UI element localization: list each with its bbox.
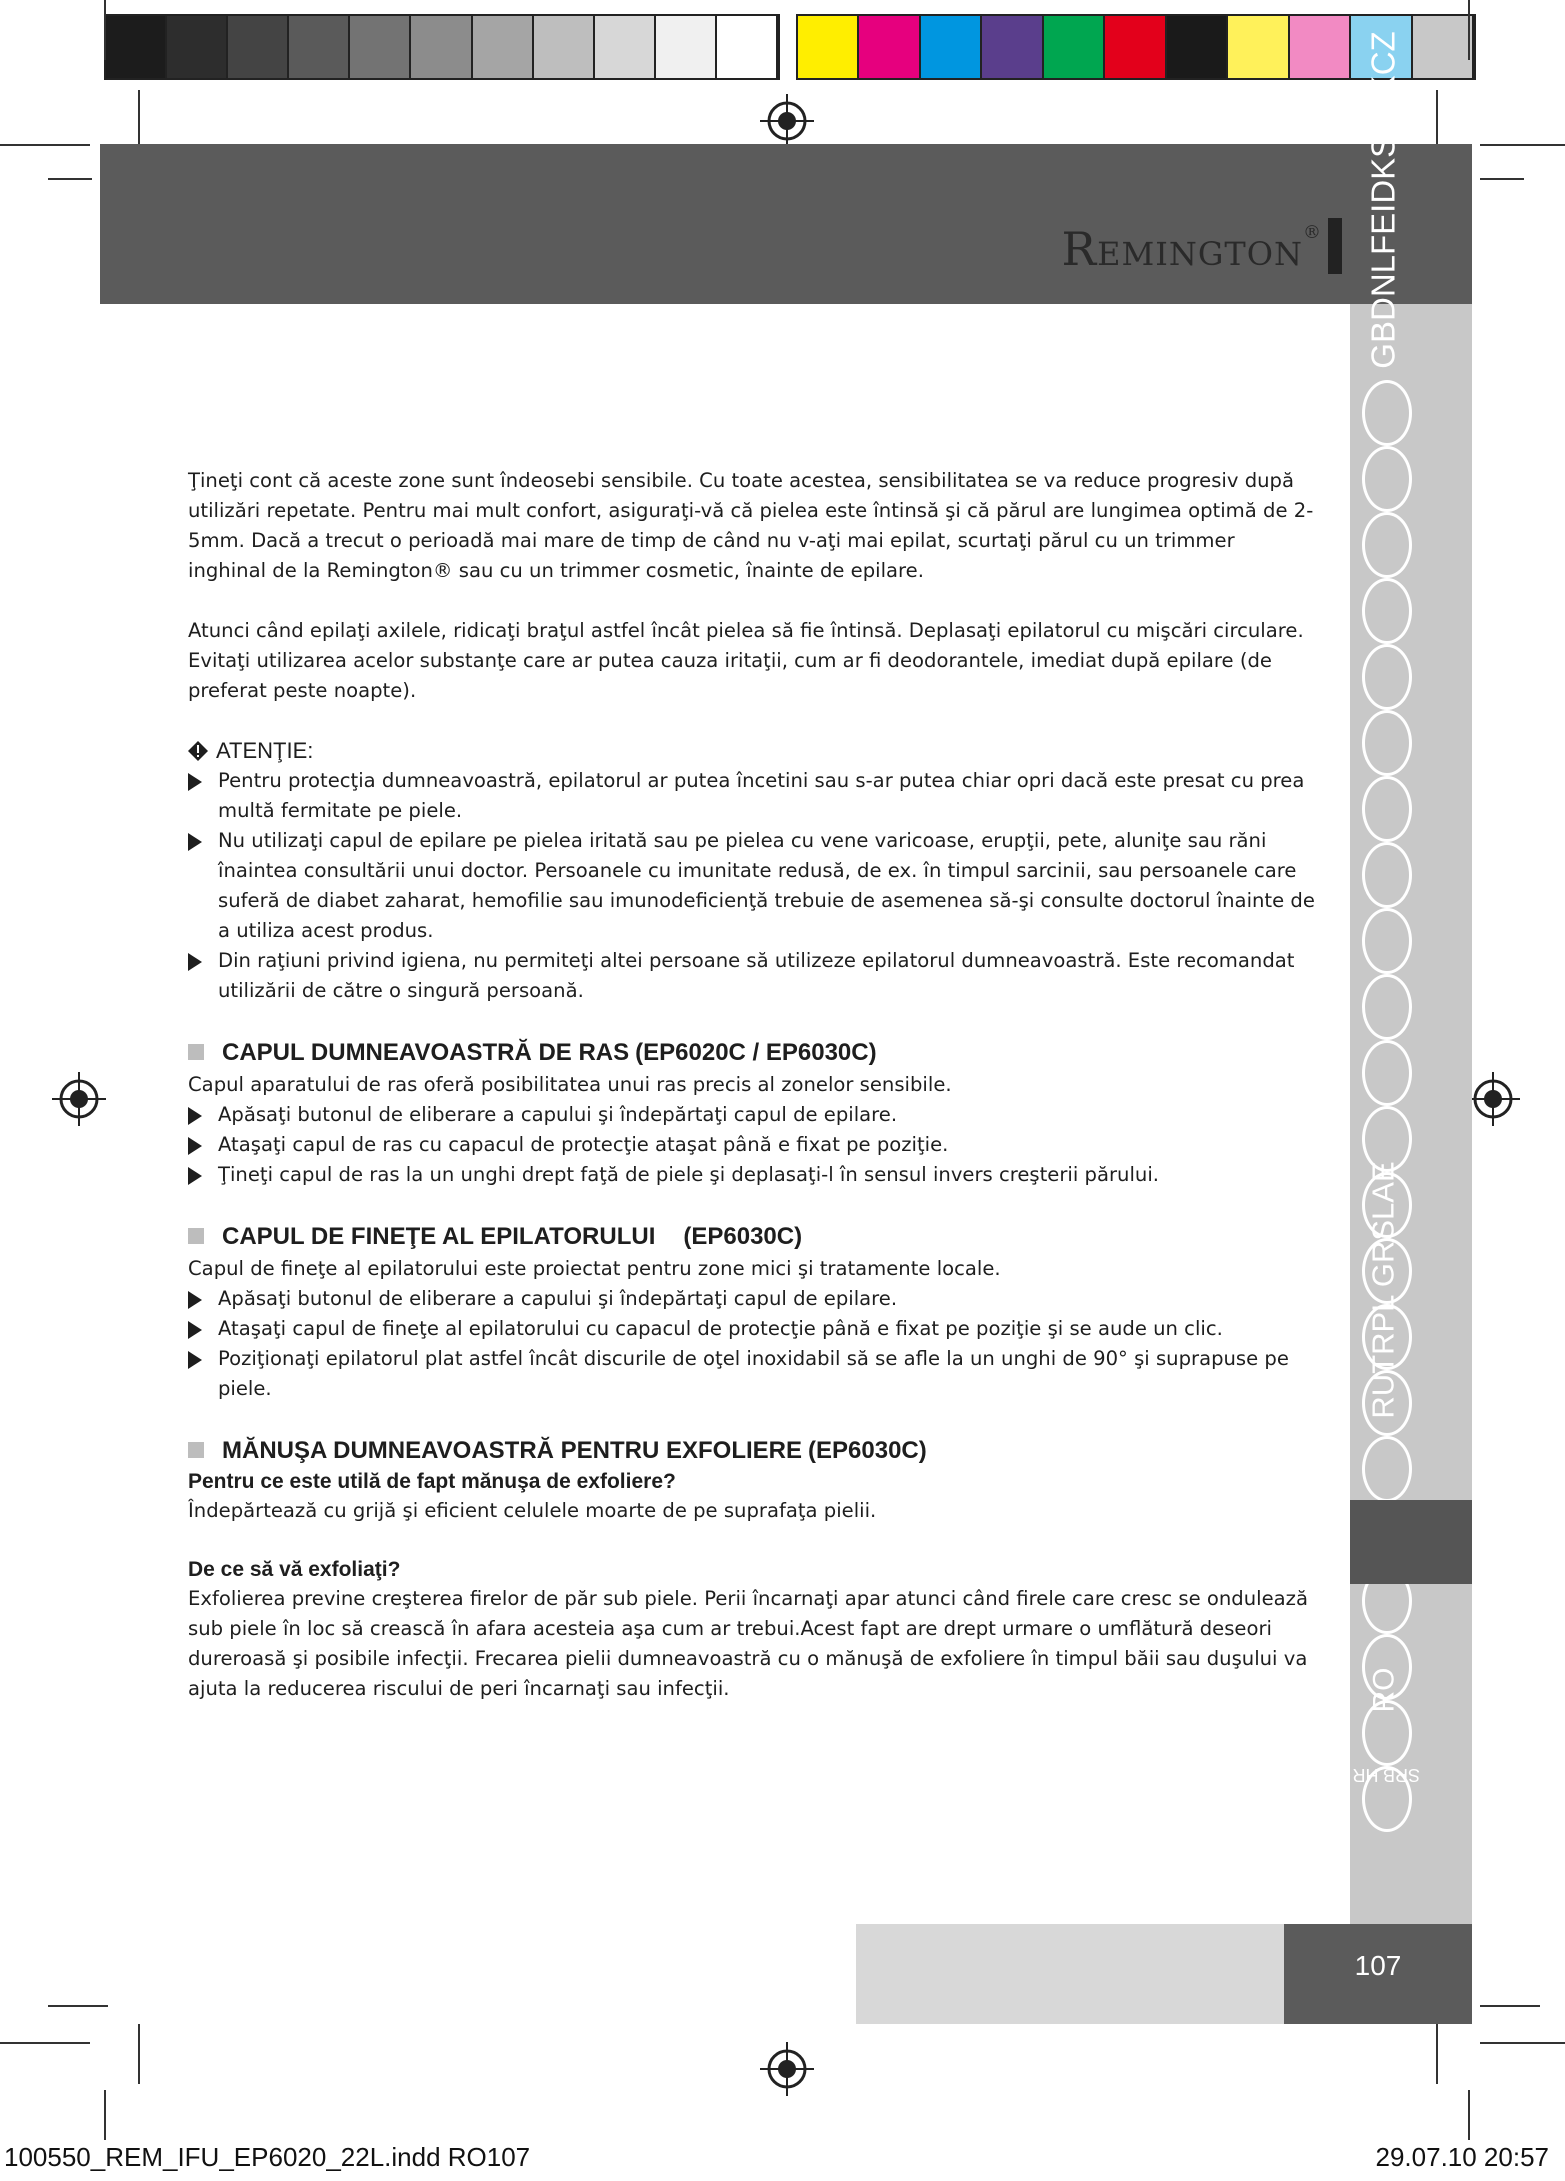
registration-target-icon [760,2042,814,2096]
list-item: Ataşaţi capul de fineţe al epilatorului cu capacul de protecţie până e fixat pe poziţie şi se aude un clic. [188,1314,1318,1344]
brand-logo: Remington® [1061,222,1322,276]
language-tab-oval [1362,380,1412,446]
language-tab-oval [1362,974,1412,1040]
intro-paragraph: Ţineţi cont că aceste zone sunt îndeosebi sensibile. Cu toate acestea, sensibilitatea se va reduce progresiv după utilizări repetate. Pentru mai mult confort, asiguraţi-vă că pielea este întinsă şi că părul are lungimea optimă de 2-5mm. Dacă a trecut o perioadă mai mare de timp de când nu v-aţi mai epilat, scurtaţi părul cu un trimmer inghinal de la Remington® sau cu un trimmer cosmetic, înainte de epilare. [188,469,1314,582]
color-swatch [534,16,595,78]
color-swatch [473,16,534,78]
crop-mark [138,2024,140,2084]
crop-mark [138,90,140,150]
list-item: Din raţiuni privind igiena, nu permiteţi altei persoane să utilizeze epilatorul dumneavoastră. Este recomandat utilizării de către o singură persoană. [188,946,1318,1006]
main-content [188,466,1318,1704]
crop-mark [1480,144,1565,146]
list-item: Nu utilizaţi capul de epilare pe pielea iritată sau pe pielea cu vene varicoase, erupţii, pete, aluniţe sau răni înaintea consultării unui doctor. Persoanele cu imunitate redusă, de ex. în timpul sarcinii, sau persoanele care suferă de diabet zaharat, hemofilie sau imunodeficienţă trebuie de asemenea să-şi consulte doctorul înainte de a utiliza acest produs. [188,826,1318,946]
section-square-icon [188,1228,204,1244]
bullet-arrow-icon [188,1107,202,1125]
list-item: Ţineţi capul de ras la un unghi drept faţă de piele şi deplasaţi-l în sensul invers creşterii părului. [188,1160,1318,1190]
brand-logo-bar [1328,218,1342,274]
crop-mark [0,2042,90,2044]
crop-mark [0,144,90,146]
language-tab-oval [1362,776,1412,842]
color-swatch [228,16,289,78]
color-swatch [1290,16,1351,78]
color-swatch [1167,16,1228,78]
language-tab-oval [1362,512,1412,578]
color-swatch [289,16,350,78]
registration-target-icon [1466,1072,1520,1126]
crop-mark [104,2090,106,2140]
language-tab-oval [1362,710,1412,776]
warning-heading: ATENŢIE: [188,736,1318,766]
language-tab-oval [1362,1436,1412,1502]
color-swatch [798,16,859,78]
color-swatch [859,16,920,78]
list-item: Pentru protecţia dumneavoastră, epilatorul ar putea încetini sau s-ar putea chiar opri dacă este presat cu prea multă fermitate pe piele. [188,766,1318,826]
glove-answer-1: Îndepărtează cu grijă şi eficient celulele moarte de pe suprafaţa pielii. [188,1499,877,1522]
language-tab-oval [1362,644,1412,710]
bullet-arrow-icon [188,1167,202,1185]
list-item: Poziţionaţi epilatorul plat astfel încât discurile de oţel inoxidabil să se afle la un unghi de 90° şi suprapuse pe piele. [188,1344,1318,1404]
language-tab-oval [1362,578,1412,644]
warning-icon [188,741,208,761]
language-tab-oval [1362,1040,1412,1106]
crop-mark [1468,2090,1470,2140]
list-item: Apăsaţi butonul de eliberare a capului şi îndepărtaţi capul de epilare. [188,1284,1318,1314]
glove-answer-2: Exfolierea previne creşterea firelor de păr sub piele. Perii încarnaţi apar atunci când firele care cresc se ondulează sub piele în loc să crească în afara acesteia aşa cum ar trebui.Acest fapt are drept urmare o umflătură deseori dureroasă şi posibile infecţii. Frecarea pielii dumneavoastră cu o mănuşă de exfoliere în timpul băii sau duşului va ajuta la reducerea riscului de peri încarnaţi sau infecţii. [188,1587,1308,1700]
color-swatch [1105,16,1166,78]
registration-target-icon [760,94,814,148]
language-tab-ovals [1362,380,1422,1832]
crop-mark [48,2005,108,2007]
language-tab-oval [1362,842,1412,908]
color-swatch [656,16,717,78]
crop-mark [104,0,106,60]
section-heading-precision: CAPUL DE FINEŢE AL EPILATORULUI (EP6030C) [188,1220,1318,1254]
color-swatch [1228,16,1289,78]
warning-list [188,766,1318,1006]
precision-intro: Capul de fineţe al epilatorului este proiectat pentru zone mici şi tratamente locale. [188,1257,1001,1280]
color-swatch [921,16,982,78]
bullet-arrow-icon [188,1291,202,1309]
language-codes-middle: RUTRPL GRSLAE [1366,1161,1401,1419]
color-swatch [595,16,656,78]
list-item: Ataşaţi capul de ras cu capacul de protecţie ataşat până e fixat pe poziţie. [188,1130,1318,1160]
language-tab-oval [1362,446,1412,512]
color-swatch [411,16,472,78]
active-language-tab [1350,1500,1472,1584]
crop-mark [1436,2024,1438,2084]
registration-target-icon [52,1072,106,1126]
bullet-arrow-icon [188,833,202,851]
color-swatch [167,16,228,78]
color-swatch [106,16,167,78]
crop-mark [1436,90,1438,150]
language-code-ro: RO [1367,1667,1400,1713]
shaver-steps [188,1100,1318,1190]
file-slug: 100550_REM_IFU_EP6020_22L.indd RO107 [4,2142,531,2172]
glove-question-1: Pentru ce este utilă de fapt mănuşa de exfoliere? [188,1470,676,1493]
bullet-arrow-icon [188,953,202,971]
precision-steps [188,1284,1318,1404]
bullet-arrow-icon [188,1137,202,1155]
color-swatch [1413,16,1474,78]
language-codes-small: HR SRB [1353,1765,1421,1785]
shaver-intro: Capul aparatului de ras oferă posibilitatea unui ras precis al zonelor sensibile. [188,1073,952,1096]
list-item: Apăsaţi butonul de eliberare a capului şi îndepărtaţi capul de epilare. [188,1100,1318,1130]
color-swatch [350,16,411,78]
crop-mark [1468,0,1470,60]
bullet-arrow-icon [188,773,202,791]
crop-mark [1480,2042,1565,2044]
bullet-arrow-icon [188,1321,202,1339]
bullet-arrow-icon [188,1351,202,1369]
glove-question-2: De ce să vă exfoliaţi? [188,1558,401,1581]
header-band [100,144,1472,304]
underarm-paragraph: Atunci când epilaţi axilele, ridicaţi braţul astfel încât pielea să fie întinsă. Deplasaţi epilatorul cu mişcări circulare. Evitaţi utilizarea acelor substanţe care ar putea cauza iritaţii, cum ar fi deodorantele, imediat după epilare (de preferat peste noapte). [188,619,1304,702]
section-square-icon [188,1044,204,1060]
color-swatch [717,16,778,78]
language-codes-top: GBDNLFEIDKSFI KCZ [1365,31,1403,369]
page-number: 107 [1354,1950,1402,1981]
section-heading-shaver: CAPUL DUMNEAVOASTRĂ DE RAS (EP6020C / EP6030C) [188,1036,1318,1070]
color-swatch [1044,16,1105,78]
color-swatch [982,16,1043,78]
crop-mark [1480,178,1524,180]
print-timestamp: 29.07.10 20:57 [1375,2142,1549,2172]
crop-mark [48,178,92,180]
language-tab-oval [1362,908,1412,974]
grayscale-calibration-bar [104,14,780,80]
section-square-icon [188,1442,204,1458]
crop-mark [1480,2005,1540,2007]
section-heading-glove: MĂNUŞA DUMNEAVOASTRĂ PENTRU EXFOLIERE (EP6030C) [188,1434,1318,1468]
